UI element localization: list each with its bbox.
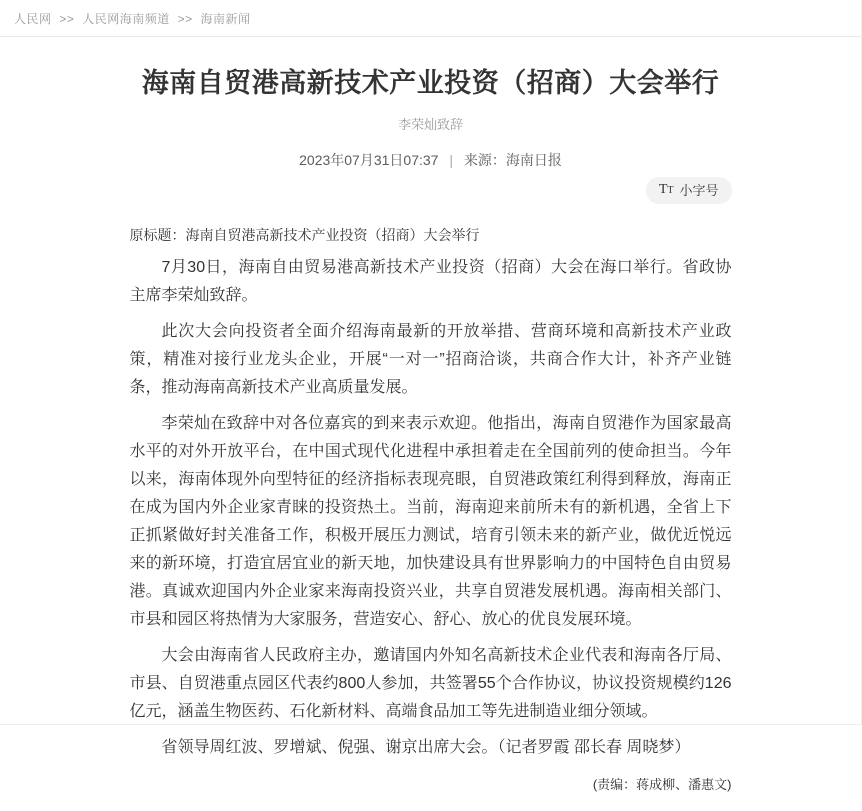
font-size-row [130, 177, 732, 204]
publish-date: 2023年07月31日07:37 [299, 152, 439, 169]
paragraph-3: 李荣灿在致辞中对各位嘉宾的到来表示欢迎。他指出，海南自贸港作为国家最高水平的对外开放平台，在中国式现代化进程中承担着走在全国前列的使命担当。今年以来，海南体现外向型特征的经济指标表现亮眼，自贸港政策红利得到释放，海南正在成为国内外企业家青睐的投资热土。当前，海南迎来前所未有的新机遇，全省上下正抓紧做好封关准备工作，积极开展压力测试，培育引领未来的新产业，做优近悦远来的新环境，打造宜居宜业的新天地，加快建设具有世界影响力的中国特色自由贸易港。真诚欢迎国内外企业家来海南投资兴业，共享自贸港发展机遇。海南相关部门、市县和园区将热情为大家服务，营造安心、舒心、放心的优良发展环境。 [129, 415, 732, 629]
article-meta [130, 150, 732, 170]
breadcrumb [0, 0, 861, 36]
breadcrumb-separator: >> [177, 12, 193, 26]
page-title: 海南自贸港高新技术产业投资（招商）大会举行 [141, 68, 720, 98]
paragraph-1: 7月30日，海南自由贸易港高新技术产业投资（招商）大会在海口举行。省政协主席李荣灿致辞。 [129, 259, 732, 305]
font-size-label: 小字号 [679, 182, 719, 198]
header-divider [0, 36, 861, 37]
font-size-button[interactable] [646, 177, 732, 204]
font-size-icon: TT [658, 182, 674, 198]
breadcrumb-link-hainan-channel[interactable]: 人民网海南频道 [82, 12, 170, 26]
breadcrumb-link-hainan-news[interactable]: 海南新闻 [200, 12, 251, 26]
source-label: 来源： [463, 152, 506, 169]
article-subtitle: 李荣灿致辞 [397, 117, 463, 133]
original-title: 原标题：海南自贸港高新技术产业投资（招商）大会举行 [129, 227, 480, 244]
article-content [130, 65, 732, 811]
paragraph-2: 此次大会向投资者全面介绍海南最新的开放举措、营商环境和高新技术产业政策，精准对接行业龙头企业，开展“一对一”招商洽谈，共商合作大计，补齐产业链条，推动海南高新技术产业高质量发展。 [129, 323, 732, 397]
paragraph-5: 省领导周红波、罗增斌、倪强、谢京出席大会。（记者罗霞 邵长春 周晓梦） [161, 739, 691, 757]
breadcrumb-link-peoples-net[interactable]: 人民网 [14, 12, 52, 26]
paragraph-4: 大会由海南省人民政府主办，邀请国内外知名高新技术企业代表和海南各厅局、市县、自贸港重点园区代表约800人参加，共签署55个合作协议，协议投资规模约126亿元，涵盖生物医药、石化新材料、高端食品加工等先进制造业细分领域。 [129, 647, 732, 721]
source-link[interactable]: 海南日报 [505, 152, 562, 169]
editor-note: (责编：蒋成柳、潘惠文) [592, 777, 732, 793]
meta-separator: | [449, 152, 453, 169]
breadcrumb-separator: >> [59, 12, 75, 26]
article-body [130, 254, 732, 762]
